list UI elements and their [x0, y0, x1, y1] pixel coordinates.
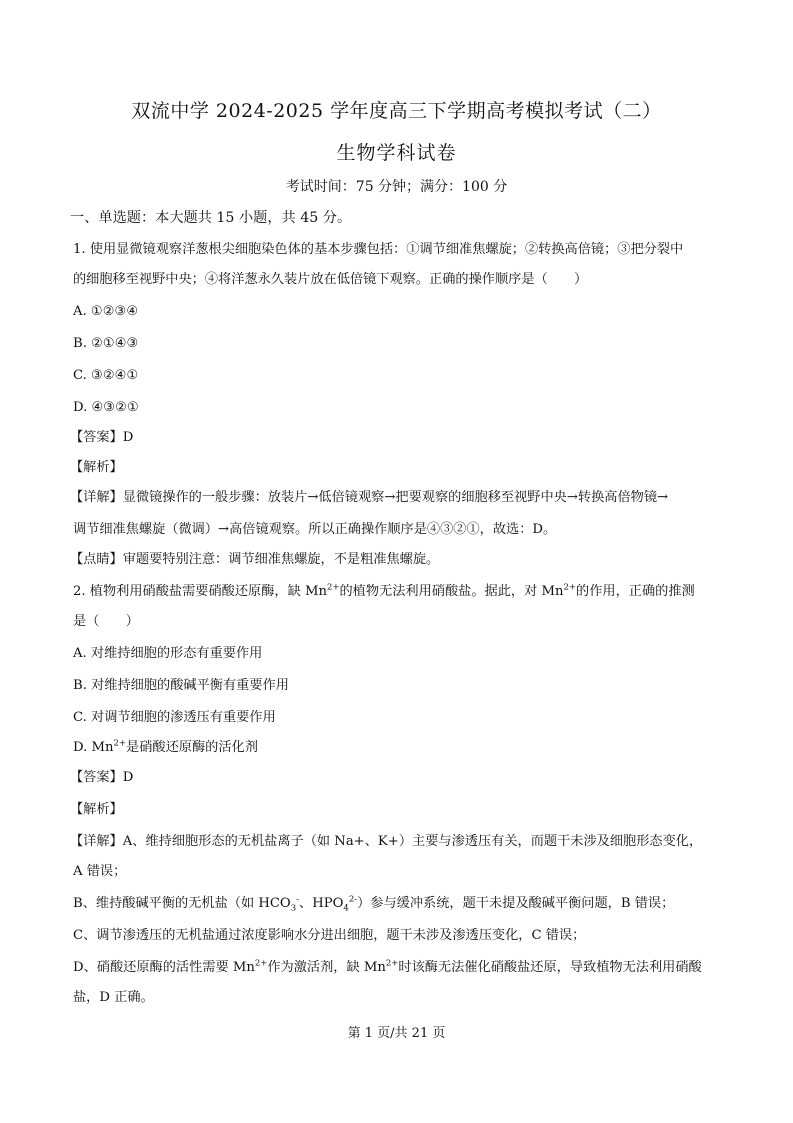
q2-stem-line2: 是（ ）	[73, 614, 139, 629]
q2-detail-b-sup2: 2-	[348, 894, 358, 905]
q2-stem-part1: 2. 植物利用硝酸盐需要硝酸还原酶，缺 Mn	[73, 584, 327, 599]
q2-ion-charge-1: 2+	[326, 582, 340, 593]
q1-note: 【点睛】审题要特别注意：调节细准焦螺旋，不是粗准焦螺旋。	[70, 552, 440, 567]
q2-ion-charge-2: 2+	[563, 582, 577, 593]
q2-detail-a-line1: 【详解】A、维持细胞形态的无机盐离子（如 Na+、K+）主要与渗透压有关，而题干未涉及细胞形态变化，	[70, 834, 703, 849]
page-number: 第 1 页/共 21 页	[347, 1026, 446, 1041]
q2-detail-d-line1	[73, 958, 723, 978]
q2-detail-a-line2: A 错误；	[73, 864, 127, 879]
q2-detail-b-mid: 、HPO	[299, 896, 344, 911]
q1-stem-line2: 的细胞移至视野中央；④将洋葱永久装片放在低倍镜下观察。正确的操作顺序是（ ）	[73, 272, 588, 287]
q1-option-c: C. ③②④①	[73, 368, 139, 383]
q2-stem-part2: 的植物无法利用硝酸盐。据此，对 Mn	[339, 584, 564, 599]
q1-analysis-label: 【解析】	[70, 460, 123, 475]
q2-ion-charge-3: 2+	[113, 738, 127, 749]
exam-info: 考试时间：75 分钟；满分：100 分	[285, 179, 508, 195]
q2-option-b: B. 对维持细胞的酸碱平衡有重要作用	[73, 678, 289, 693]
q2-detail-b-part2: ）参与缓冲系统，题干未提及酸碱平衡问题，B 错误；	[357, 896, 675, 911]
q2-stem-line1	[73, 582, 723, 602]
q2-detail-b-sup1: -	[296, 894, 300, 905]
exam-title: 双流中学 2024-2025 学年度高三下学期高考模拟考试（二）	[131, 100, 662, 122]
q2-detail-d-part3: 时该酶无法催化硝酸盐还原，导致植物无法利用硝酸	[398, 960, 702, 975]
q2-analysis-label: 【解析】	[70, 802, 123, 817]
q2-detail-b-part1: B、维持酸碱平衡的无机盐（如 HCO	[73, 896, 291, 911]
q1-option-b: B. ②①④③	[73, 336, 139, 351]
q2-detail-d-part2: 作为激活剂，缺 Mn	[267, 960, 386, 975]
q2-detail-c: C、调节渗透压的无机盐通过浓度影响水分进出细胞，题干未涉及渗透压变化，C 错误；	[73, 928, 586, 943]
q1-detail-line1: 【详解】显微镜操作的一般步骤：放装片→低倍镜观察→把要观察的细胞移至视野中央→转换高倍物镜→	[70, 490, 669, 505]
q1-answer: 【答案】D	[70, 430, 134, 445]
q1-option-a: A. ①②③④	[73, 304, 139, 319]
q2-option-c: C. 对调节细胞的渗透压有重要作用	[73, 710, 276, 725]
q2-answer: 【答案】D	[70, 770, 134, 785]
q2-detail-b-sub2: 4	[343, 903, 349, 914]
q2-ion-charge-5: 2+	[385, 958, 399, 969]
q2-detail-b	[73, 894, 723, 914]
q2-detail-d-part1: D、硝酸还原酶的活性需要 Mn	[73, 960, 255, 975]
q2-detail-b-sub1: 3	[290, 903, 297, 914]
q2-detail-d-line2: 盐，D 正确。	[73, 990, 154, 1005]
subject-title: 生物学科试卷	[336, 142, 457, 164]
q2-option-d-part2: 是硝酸还原酶的活化剂	[126, 740, 258, 755]
q2-option-d	[73, 738, 723, 758]
q2-ion-charge-4: 2+	[254, 958, 268, 969]
q2-option-a: A. 对维持细胞的形态有重要作用	[73, 646, 263, 661]
q1-option-d: D. ④③②①	[73, 400, 139, 415]
q2-stem-part3: 的作用，正确的推测	[576, 584, 695, 599]
q1-detail-line2: 调节细准焦螺旋（微调）→高倍镜观察。所以正确操作顺序是④③②①，故选：D。	[73, 522, 557, 537]
q1-stem-line1: 1. 使用显微镜观察洋葱根尖细胞染色体的基本步骤包括：①调节细准焦螺旋；②转换高倍镜；③把分裂中	[73, 242, 684, 257]
section-heading: 一、单选题：本大题共 15 小题，共 45 分。	[70, 210, 352, 226]
q2-option-d-part1: D. Mn	[73, 740, 114, 755]
